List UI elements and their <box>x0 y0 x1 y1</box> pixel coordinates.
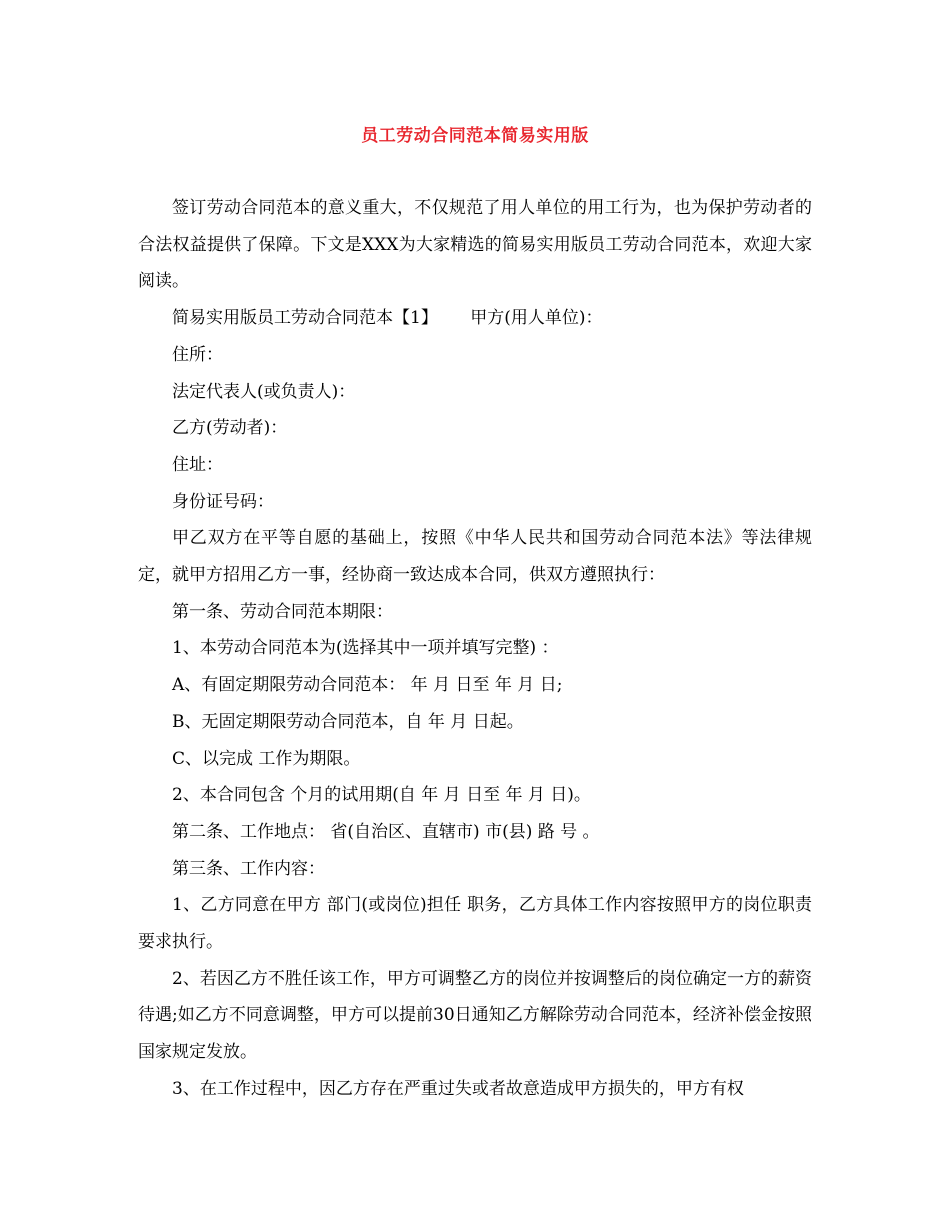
paragraph-content-3: 3、在工作过程中，因乙方存在严重过失或者故意造成甲方损失的，甲方有权 <box>172 1078 744 1099</box>
paragraph-residence: 住址： <box>172 454 223 475</box>
paragraph-heading-party-a: 简易实用版员工劳动合同范本【1】 甲方(用人单位)： <box>172 308 603 329</box>
paragraph-term-b: B、无固定期限劳动合同范本，自 年 月 日起。 <box>172 711 524 732</box>
paragraph-party-b: 乙方(劳动者)： <box>172 418 288 439</box>
paragraph-term-2: 2、本合同包含 个月的试用期(自 年 月 日至 年 月 日)。 <box>172 785 591 806</box>
paragraph-id-number: 身份证号码： <box>172 491 274 512</box>
paragraph-intro: 签订劳动合同范本的意义重大，不仅规范了用人单位的用工行为，也为保护劳动者的合法权益提供了保障。下文是XXX为大家精选的简易实用版员工劳动合同范本，欢迎大家阅读。 <box>138 198 812 292</box>
paragraph-term-1: 1、本劳动合同范本为(选择其中一项并填写完整) ： <box>172 638 559 659</box>
document-title: 员工劳动合同范本简易实用版 <box>361 126 589 146</box>
paragraph-content-2: 2、若因乙方不胜任该工作，甲方可调整乙方的岗位并按调整后的岗位确定一方的薪资待遇;如乙方不同意调整，甲方可以提前30日通知乙方解除劳动合同范本，经济补偿金按照国家规定发放。 <box>138 968 812 1063</box>
paragraph-article-3: 第三条、工作内容： <box>172 858 325 879</box>
document-body <box>138 190 812 1108</box>
paragraph-legal-representative: 法定代表人(或负责人)： <box>172 381 356 402</box>
paragraph-address: 住所： <box>172 344 223 365</box>
paragraph-term-a: A、有固定期限劳动合同范本： 年 月 日至 年 月 日; <box>172 675 563 696</box>
paragraph-term-c: C、以完成 工作为期限。 <box>172 748 361 769</box>
paragraph-article-1: 第一条、劳动合同范本期限： <box>172 601 393 622</box>
paragraph-article-2: 第二条、工作地点： 省(自治区、直辖市) 市(县) 路 号 。 <box>172 821 600 842</box>
paragraph-preamble: 甲乙双方在平等自愿的基础上，按照《中华人民共和国劳动合同范本法》等法律规定，就甲方招用乙方一事，经协商一致达成本合同，供双方遵照执行： <box>138 528 812 586</box>
paragraph-content-1: 1、乙方同意在甲方 部门(或岗位)担任 职务，乙方具体工作内容按照甲方的岗位职责要求执行。 <box>138 895 812 953</box>
